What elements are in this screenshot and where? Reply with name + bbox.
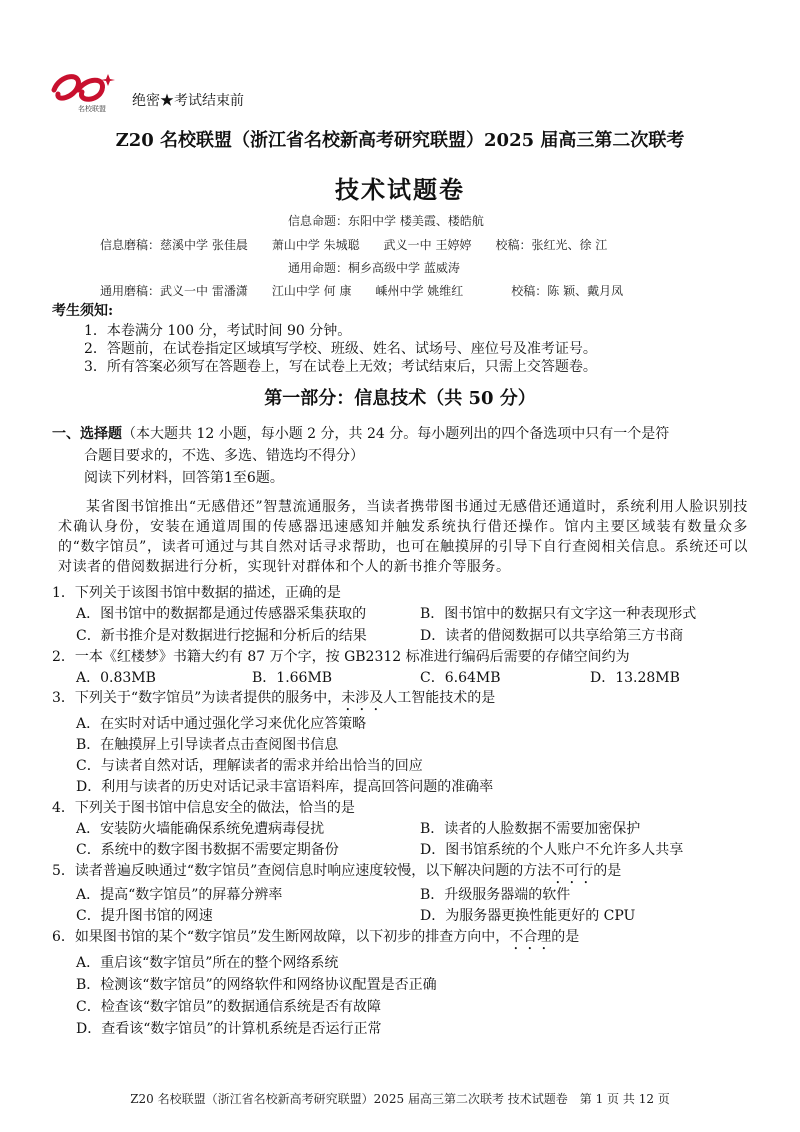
section-title: 一、选择题: [52, 426, 122, 442]
reading-material: 某省图书馆推出“无感借还”智慧流通服务，当读者携带图书通过无感借还通道时，系统利用人脸识别技术确认身份，安装在通道周围的传感器迅速感知并触发系统执行借还操作。馆内主要区域装有数量众多的“数字馆员”，读者可通过与其自然对话寻求帮助，也可在触摸屏的引导下自行查阅相关信息。系统还可以对读者的借阅数据进行分析，实现针对群体和个人的新书推介等服务。: [58, 499, 748, 575]
question-stem: [52, 926, 579, 953]
stem-text: 的是: [593, 863, 622, 879]
question-stem: [52, 687, 495, 714]
section-intro: [52, 425, 669, 444]
stem-text: 人工智能技术的是: [383, 690, 496, 706]
notice-heading: 考生须知:: [52, 303, 114, 319]
option: B．检测该“数字馆员”的网络软件和网络协议配置是否正确: [76, 977, 437, 993]
question-stem: [52, 860, 621, 887]
subject-title: 技术试题卷: [335, 175, 465, 204]
stem-text: 5．读者普遍反映通过“数字馆员”查阅信息时响应速度较慢，以下解决问题的方法: [52, 863, 552, 879]
option: B．在触摸屏上引导读者点击查阅图书信息: [76, 737, 339, 753]
option: B．升级服务器端的软件: [420, 887, 571, 903]
question-stem: 4．下列关于图书馆中信息安全的做法，恰当的是: [52, 800, 355, 816]
z20-logo: [48, 68, 130, 116]
notice-item: 2．答题前，在试卷指定区域填写学校、班级、姓名、试场号、座位号及准考证号。: [84, 341, 597, 357]
option: A．图书馆中的数据都是通过传感器采集获取的: [76, 606, 367, 622]
section-intro-cont: 合题目要求的，不选、多选、错选均不得分）: [84, 448, 364, 464]
question-stem: 1．下列关于该图书馆中数据的描述，正确的是: [52, 585, 341, 601]
stem-text: 3．下列关于“数字馆员”为读者提供的服务中，: [52, 690, 342, 706]
option: D．13.28MB: [590, 670, 680, 686]
credit-line: 通用命题：桐乡高级中学 蓝威涛: [288, 261, 460, 275]
stem-text: 的是: [551, 929, 580, 945]
read-prompt: 阅读下列材料，回答第1至6题。: [84, 470, 284, 486]
option: D．为服务器更换性能更好的 CPU: [420, 908, 636, 924]
option: C．6.64MB: [420, 670, 501, 686]
option: C．与读者自然对话，理解读者的需求并给出恰当的回应: [76, 758, 423, 774]
option: B．读者的人脸数据不需要加密保护: [420, 821, 641, 837]
option: B．图书馆中的数据只有文字这一种表现形式: [420, 606, 697, 622]
option: A．0.83MB: [76, 670, 156, 686]
credit-line: 通用磨稿：武义一中 雷潘潇 江山中学 何 康 嵊州中学 姚维红 校稿：陈 颖、戴月凤: [100, 284, 624, 298]
secret-label: 绝密★考试结束前: [132, 93, 244, 109]
option: A．在实时对话中通过强化学习来优化应答策略: [76, 716, 367, 732]
option: C．系统中的数字图书数据不需要定期备份: [76, 842, 339, 858]
option: D．图书馆系统的个人账户不允许多人共享: [420, 842, 684, 858]
section-intro-text: （本大题共 12 小题，每小题 2 分，共 24 分。每小题列出的四个备选项中只有一个是符: [122, 426, 670, 442]
option: A．安装防火墙能确保系统免遭病毒侵扰: [76, 821, 325, 837]
option: D．读者的借阅数据可以共享给第三方书商: [420, 628, 684, 644]
credit-line: 信息命题：东阳中学 楼美霞、楼皓航: [288, 214, 484, 228]
logo-text: 名校联盟: [78, 105, 106, 113]
option: C．检查该“数字馆员”的数据通信系统是否有故障: [76, 999, 382, 1015]
option: C．提升图书馆的网速: [76, 908, 213, 924]
emphasis-text: 不合理: [509, 929, 552, 945]
option: D．利用与读者的历史对话记录丰富语料库，提高回答问题的准确率: [76, 779, 494, 795]
question-stem: 2．一本《红楼梦》书籍大约有 87 万个字，按 GB2312 标准进行编码后需要的存储空间约为: [52, 649, 630, 665]
emphasis-text: 不可行: [551, 863, 594, 879]
option: C．新书推介是对数据进行挖掘和分析后的结果: [76, 628, 367, 644]
option: B．1.66MB: [252, 670, 333, 686]
stem-text: 6．如果图书馆的某个“数字馆员”发生断网故障，以下初步的排查方向中，: [52, 929, 510, 945]
option: A．提高“数字馆员”的屏幕分辨率: [76, 887, 283, 903]
exam-title: Z20 名校联盟（浙江省名校新高考研究联盟）2025 届高三第二次联考: [115, 130, 685, 151]
part-title: 第一部分：信息技术（共 50 分）: [264, 388, 536, 409]
page-footer: Z20 名校联盟（浙江省名校新高考研究联盟）2025 届高三第二次联考 技术试题卷 第 1 页 共 12 页: [130, 1092, 670, 1106]
notice-item: 3．所有答案必须写在答题卷上，写在试卷上无效；考试结束后，只需上交答题卷。: [84, 359, 597, 375]
credit-line: 信息磨稿：慈溪中学 张佳晨 萧山中学 朱城聪 武义一中 王婷婷 校稿：张红光、徐 江: [100, 238, 608, 252]
option: D．查看该“数字馆员”的计算机系统是否运行正常: [76, 1021, 382, 1037]
emphasis-text: 未涉及: [341, 690, 384, 706]
notice-item: 1．本卷满分 100 分，考试时间 90 分钟。: [84, 323, 352, 339]
option: A．重启该“数字馆员”所在的整个网络系统: [76, 955, 339, 971]
